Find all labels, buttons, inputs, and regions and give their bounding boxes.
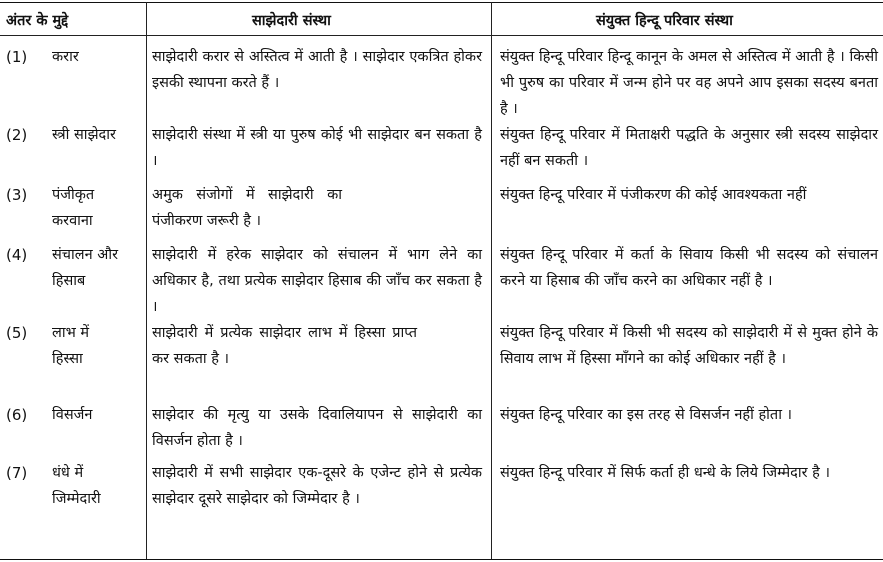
row-point: लाभ में हिस्सा: [52, 325, 90, 367]
row-point: स्त्री साझेदार: [52, 127, 116, 143]
row-point: विसर्जन: [52, 407, 93, 423]
row-number: (3): [6, 186, 28, 204]
table-top-border: [0, 2, 883, 3]
partnership-cell: साझेदारी में सभी साझेदार एक-दूसरे के एजेन्ट होने से प्रत्येक साझेदार दूसरे साझेदार को जिम्मेदार है ।: [152, 465, 482, 507]
huf-cell: संयुक्त हिन्दू परिवार में किसी भी सदस्य को साझेदारी में से मुक्त होने के सिवाय लाभ में हिस्सा माँगने का कोई अधिकार नहीं है ।: [500, 325, 878, 367]
header-bottom-border: [0, 35, 883, 36]
header-huf: संयुक्त हिन्दू परिवार संस्था: [596, 13, 733, 29]
row-number: (4): [6, 246, 28, 264]
row-number: (5): [6, 324, 28, 342]
header-point: अंतर के मुद्दे: [6, 13, 69, 29]
partnership-cell: साझेदारी में हरेक साझेदार को संचालन में भाग लेने का अधिकार है, तथा प्रत्येक साझेदार हिसाब की जाँच कर सकता है ।: [152, 247, 482, 315]
column-divider-1: [146, 2, 147, 559]
partnership-cell: अमुक संजोगों में साझेदारी का पंजीकरण जरूरी है ।: [152, 187, 342, 229]
table-bottom-border: [0, 559, 883, 560]
huf-cell: संयुक्त हिन्दू परिवार में पंजीकरण की कोई आवश्यकता नहीं: [500, 187, 807, 203]
row-point: पंजीकृत करवाना: [52, 187, 95, 229]
row-number: (7): [6, 464, 28, 482]
row-number: (1): [6, 48, 28, 66]
column-divider-2: [491, 2, 492, 559]
huf-cell: संयुक्त हिन्दू परिवार में मिताक्षरी पद्धति के अनुसार स्त्री सदस्य साझेदार नहीं बन सकती ।: [500, 127, 878, 169]
huf-cell: संयुक्त हिन्दू परिवार हिन्दू कानून के अमल से अस्तित्व में आती है । किसी भी पुरुष का परिवार में जन्म होने पर वह अपने आप इसका सदस्य बनता है ।: [500, 49, 878, 117]
partnership-cell: साझेदार की मृत्यु या उसके दिवालियापन से साझेदारी का विसर्जन होता है ।: [152, 407, 482, 449]
partnership-cell: साझेदारी करार से अस्तित्व में आती है । साझेदार एकत्रित होकर इसकी स्थापना करते हैं ।: [152, 49, 482, 91]
comparison-table: [0, 2, 883, 562]
row-point: धंधे में जिम्मेदारी: [52, 465, 101, 507]
partnership-cell: साझेदारी संस्था में स्त्री या पुरुष कोई भी साझेदार बन सकता है ।: [152, 127, 482, 169]
huf-cell: संयुक्त हिन्दू परिवार में सिर्फ कर्ता ही धन्धे के लिये जिम्मेदार है ।: [500, 465, 830, 481]
row-point: संचालन और हिसाब: [52, 247, 119, 289]
partnership-cell: साझेदारी में प्रत्येक साझेदार लाभ में हिस्सा प्राप्त कर सकता है ।: [152, 325, 417, 367]
row-number: (6): [6, 406, 28, 424]
huf-cell: संयुक्त हिन्दू परिवार का इस तरह से विसर्जन नहीं होता ।: [500, 407, 793, 423]
header-partnership: साझेदारी संस्था: [252, 13, 331, 29]
huf-cell: संयुक्त हिन्दू परिवार में कर्ता के सिवाय किसी भी सदस्य को संचालन करने या हिसाब की जाँच करने का अधिकार नहीं है ।: [500, 247, 878, 289]
row-point: करार: [52, 49, 79, 65]
row-number: (2): [6, 126, 28, 144]
